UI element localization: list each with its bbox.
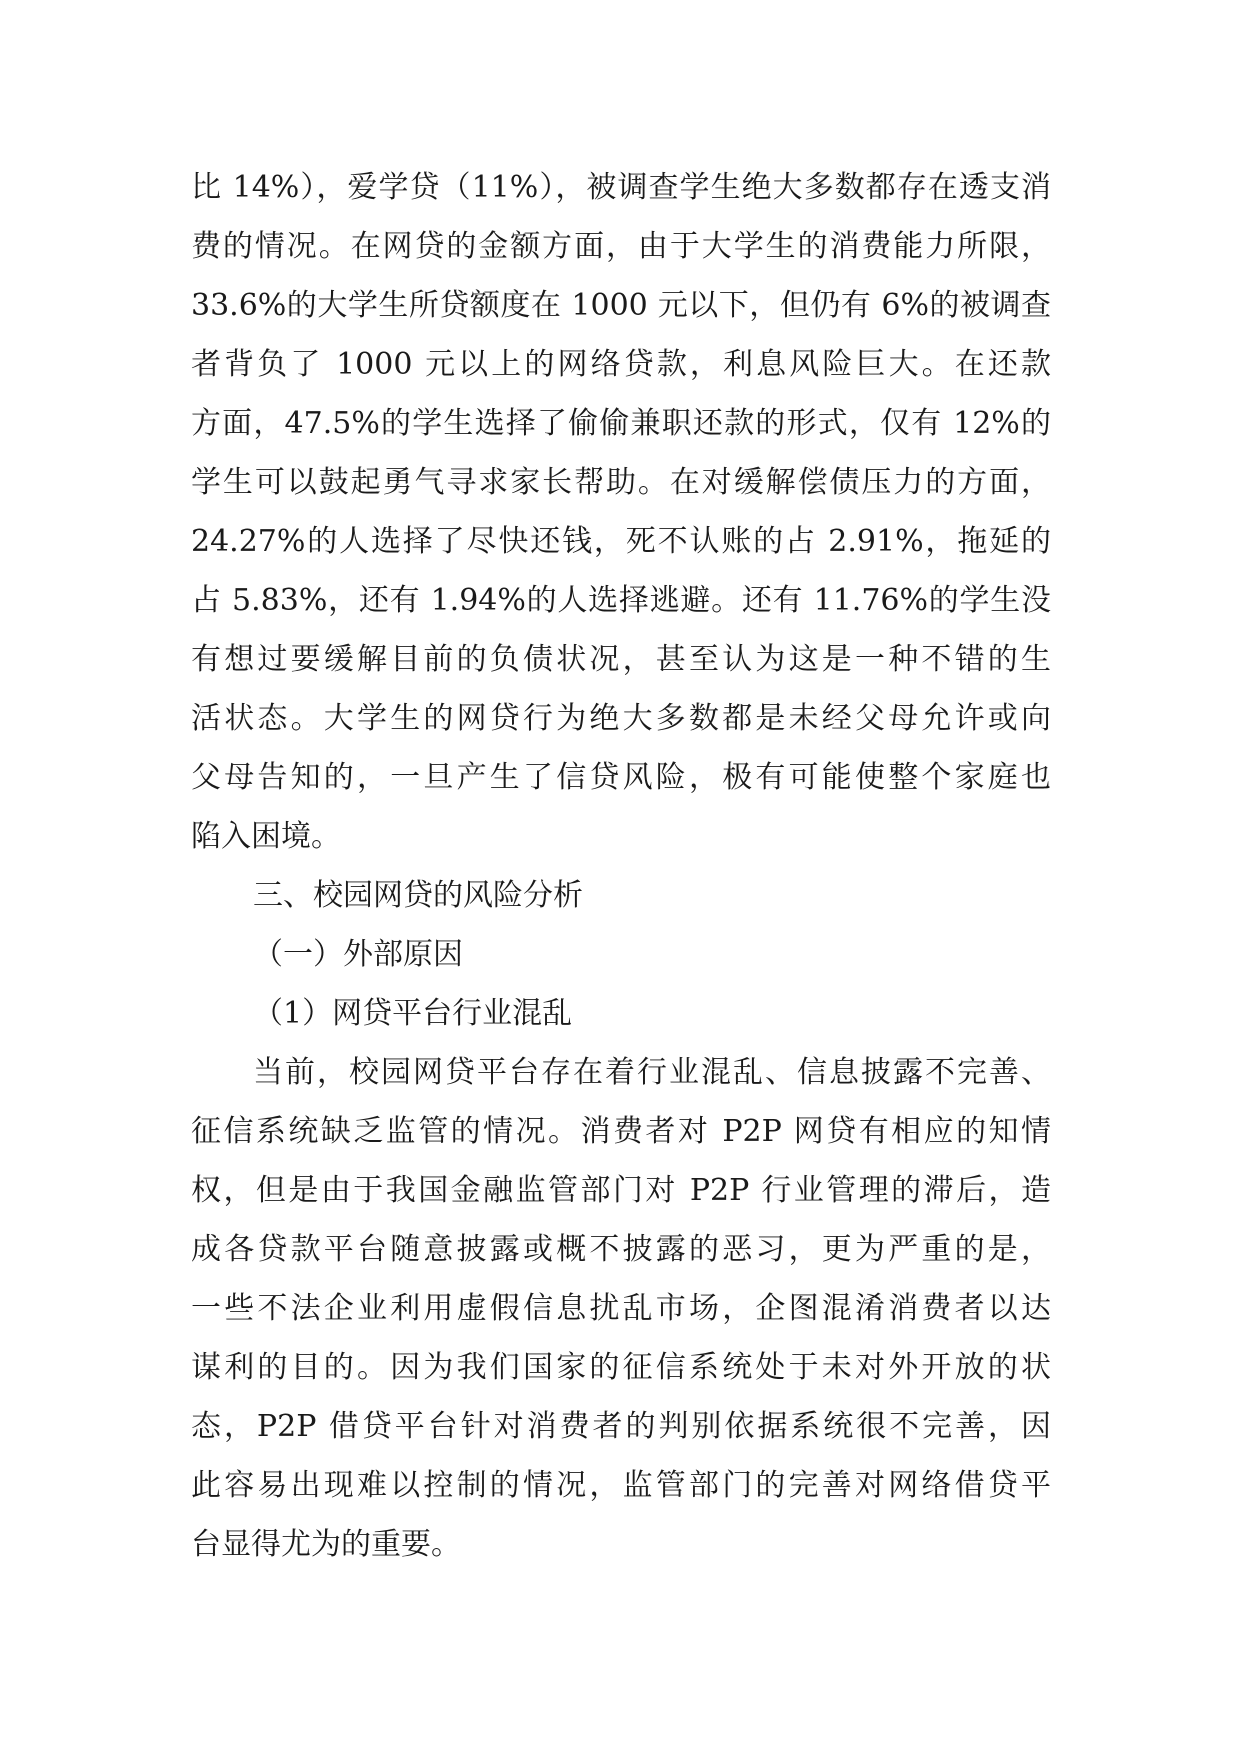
text-line: 费的情况。在网贷的金额方面，由于大学生的消费能力所限， xyxy=(191,229,1051,264)
text-line: 谋利的目的。因为我们国家的征信系统处于未对外开放的状 xyxy=(191,1350,1051,1385)
section-heading: 三、校园网贷的风险分析 xyxy=(253,878,583,913)
text-line: 比 14%），爱学贷（11%），被调查学生绝大多数都存在透支消 xyxy=(191,170,1051,205)
item-heading: （1）网贷平台行业混乱 xyxy=(253,996,573,1031)
text-line: 方面，47.5%的学生选择了偷偷兼职还款的形式，仅有 12%的 xyxy=(191,406,1051,441)
text-line: 有想过要缓解目前的负债状况，甚至认为这是一种不错的生 xyxy=(191,642,1051,677)
text-line: 活状态。大学生的网贷行为绝大多数都是未经父母允许或向 xyxy=(191,701,1051,736)
text-line: 占 5.83%，还有 1.94%的人选择逃避。还有 11.76%的学生没 xyxy=(191,583,1051,618)
subsection-heading: （一）外部原因 xyxy=(253,937,463,972)
text-line: 征信系统缺乏监管的情况。消费者对 P2P 网贷有相应的知情 xyxy=(191,1114,1051,1149)
text-line: 成各贷款平台随意披露或概不披露的恶习，更为严重的是， xyxy=(191,1232,1051,1267)
text-line: 学生可以鼓起勇气寻求家长帮助。在对缓解偿债压力的方面， xyxy=(191,465,1051,500)
paragraph-survey-results xyxy=(191,158,1051,866)
text-line: 态，P2P 借贷平台针对消费者的判别依据系统很不完善，因 xyxy=(191,1409,1051,1444)
text-line: 权，但是由于我国金融监管部门对 P2P 行业管理的滞后，造 xyxy=(191,1173,1051,1208)
text-line: 当前，校园网贷平台存在着行业混乱、信息披露不完善、 xyxy=(253,1055,1051,1090)
text-line: 此容易出现难以控制的情况，监管部门的完善对网络借贷平 xyxy=(191,1468,1051,1503)
text-line: 33.6%的大学生所贷额度在 1000 元以下，但仍有 6%的被调查 xyxy=(191,288,1051,323)
text-line: 者背负了 1000 元以上的网络贷款，利息风险巨大。在还款 xyxy=(191,347,1051,382)
text-line: 24.27%的人选择了尽快还钱，死不认账的占 2.91%，拖延的 xyxy=(191,524,1051,559)
text-line: 父母告知的，一旦产生了信贷风险，极有可能使整个家庭也 xyxy=(191,760,1051,795)
document-body xyxy=(191,158,1051,1574)
text-line: 台显得尤为的重要。 xyxy=(191,1527,461,1562)
paragraph-platform-chaos xyxy=(191,1043,1051,1574)
text-line: 一些不法企业利用虚假信息扰乱市场，企图混淆消费者以达 xyxy=(191,1291,1051,1326)
text-line: 陷入困境。 xyxy=(191,819,341,854)
